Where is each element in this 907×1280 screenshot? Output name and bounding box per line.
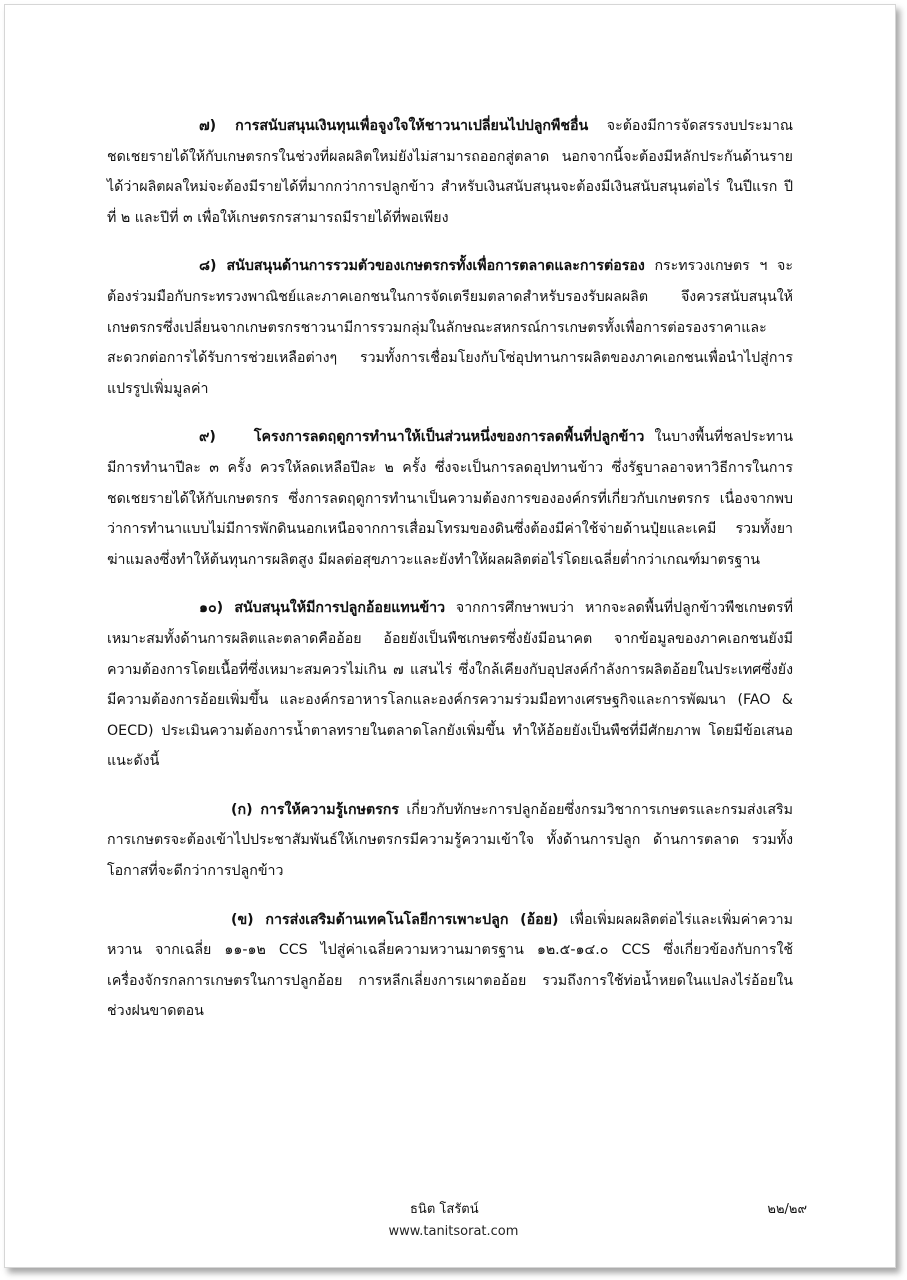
paragraph-10b-text: เพื่อเพิ่มผลผลิตต่อไร่และเพิ่มค่าความหวาน จากเฉลี่ย ๑๑-๑๒ CCS ไปสู่ค่าเฉลี่ยความหวานมาตรฐาน ๑๒.๕-๑๔.๐ CCS ซึ่งเกี่ยวข้องกับการใช้เครื่องจักรกลการเกษตรในการปลูกอ้อย การหลีกเลี่ยงการเผาตออ้อย รวมถึงการใช้ท่อน้ำหยดในแปลงไร่อ้อยในช่วงฝนขาดตอน bbox=[107, 911, 794, 1020]
paragraph-10a-text: เกี่ยวกับทักษะการปลูกอ้อยซึ่งกรมวิชาการเกษตรและกรมส่งเสริมการเกษตรจะต้องเข้าไปประชาสัมพันธ์ให้เกษตรกรมีความรู้ความเข้าใจ ทั้งด้านการปลูก ด้านการตลาด รวมทั้งโอกาสที่จะดีกว่าการปลูกข้าว bbox=[107, 801, 794, 880]
paragraph-10a-heading: (ก) การให้ความรู้เกษตรกร bbox=[231, 801, 400, 818]
document-body bbox=[107, 111, 793, 1045]
paragraph-10 bbox=[107, 593, 793, 777]
paragraph-9-heading: โครงการลดฤดูการทำนาให้เป็นส่วนหนึ่งของการลดพื้นที่ปลูกข้าว bbox=[253, 429, 645, 446]
paragraph-7 bbox=[107, 111, 793, 233]
paragraph-10a bbox=[107, 795, 793, 887]
page-number: ๒๒/๒๙ bbox=[767, 1202, 807, 1217]
paragraph-7-text: จะต้องมีการจัดสรรงบประมาณชดเชยรายได้ให้กับเกษตรกรในช่วงที่ผลผลิตใหม่ยังไม่สามารถออกสู่ตลาด นอกจากนี้จะต้องมีหลักประกันด้านรายได้ว่าผลิตผลใหม่จะต้องมีรายได้ที่มากกว่าการปลูกข้าว สำหรับเงินสนับสนุนจะต้องมีเงินสนับสนุนต่อไร่ ในปีแรก ปีที่ ๒ และปีที่ ๓ เพื่อให้เกษตรกรสามารถมีรายได้ที่พอเพียง bbox=[107, 118, 793, 226]
paragraph-8-heading: ๘) สนับสนุนด้านการรวมตัวของเกษตรกรทั้งเพื่อการตลาดและการต่อรอง bbox=[199, 258, 645, 275]
footer-website: www.tanitsorat.com bbox=[388, 1224, 519, 1239]
footer-author: ธนิต โสรัตน์ bbox=[410, 1202, 479, 1217]
paragraph-9 bbox=[107, 422, 793, 575]
paragraph-10b-heading: (ข) การส่งเสริมด้านเทคโนโลยีการเพาะปลูก (อ้อย) bbox=[231, 911, 559, 928]
paragraph-9-text: ในบางพื้นที่ชลประทานมีการทำนาปีละ ๓ ครั้ง ควรให้ลดเหลือปีละ ๒ ครั้ง ซึ่งจะเป็นการลดอุปทานข้าว ซึ่งรัฐบาลอาจหาวิธีการในการชดเชยรายได้ให้กับเกษตรกร ซึ่งการลดฤดูการทำนาเป็นความต้องการขององค์กรที่เกี่ยวกับเกษตรกร เนื่องจากพบว่าการทำนาแบบไม่มีการพักดินนอกเหนือจากการเสื่อมโทรมของดินซึ่งต้องมีค่าใช้จ่ายด้านปุ๋ยและเคมี รวมทั้งยาฆ่าแมลงซึ่งทำให้ต้นทุนการผลิตสูง มีผลต่อสุขภาวะและยังทำให้ผลผลิตต่อไร่โดยเฉลี่ยต่ำกว่าเกณฑ์มาตรฐาน bbox=[107, 429, 793, 568]
paragraph-8 bbox=[107, 251, 793, 404]
paragraph-8-text: กระทรวงเกษตร ฯ จะต้องร่วมมือกับกระทรวงพาณิชย์และภาคเอกชนในการจัดเตรียมตลาดสำหรับรองรับผลผลิต จึงควรสนับสนุนให้เกษตรกรซึ่งเปลี่ยนจากเกษตรกรชาวนามีการรวมกลุ่มในลักษณะสหกรณ์การเกษตรทั้งเพื่อการต่อรองราคาและสะดวกต่อการได้รับการช่วยเหลือต่างๆ รวมทั้งการเชื่อมโยงกับโซ่อุปทานการผลิตของภาคเอกชนเพื่อนำไปสู่การแปรรูปเพิ่มมูลค่า bbox=[107, 258, 793, 397]
paragraph-9-number: ๙) bbox=[199, 429, 216, 446]
paragraph-7-heading: ๗) การสนับสนุนเงินทุนเพื่อจูงใจให้ชาวนาเปลี่ยนไปปลูกพืชอื่น bbox=[199, 118, 589, 134]
paragraph-10b bbox=[107, 905, 793, 1027]
paragraph-10-heading: ๑๐) สนับสนุนให้มีการปลูกอ้อยแทนข้าว bbox=[199, 600, 446, 617]
paragraph-10-text: จากการศึกษาพบว่า หากจะลดพื้นที่ปลูกข้าวพืชเกษตรที่เหมาะสมทั้งด้านการผลิตและตลาดคืออ้อย อ้อยยังเป็นพืชเกษตรซึ่งยังมีอนาคต จากข้อมูลของภาคเอกชนยังมีความต้องการโดยเนื้อที่ซึ่งเหมาะสมควรไม่เกิน ๗ แสนไร่ ซึ่งใกล้เคียงกับอุปสงค์กำลังการผลิตอ้อยในประเทศซึ่งยังมีความต้องการอ้อยเพิ่มขึ้น และองค์กรอาหารโลกและองค์กรความร่วมมือทางเศรษฐกิจและการพัฒนา (FAO & OECD) ประเมินความต้องการน้ำตาลทรายในตลาดโลกยังเพิ่มขึ้น ทำให้อ้อยยังเป็นพืชที่มีศักยภาพ โดยมีข้อเสนอแนะดังนี้ bbox=[107, 600, 793, 770]
